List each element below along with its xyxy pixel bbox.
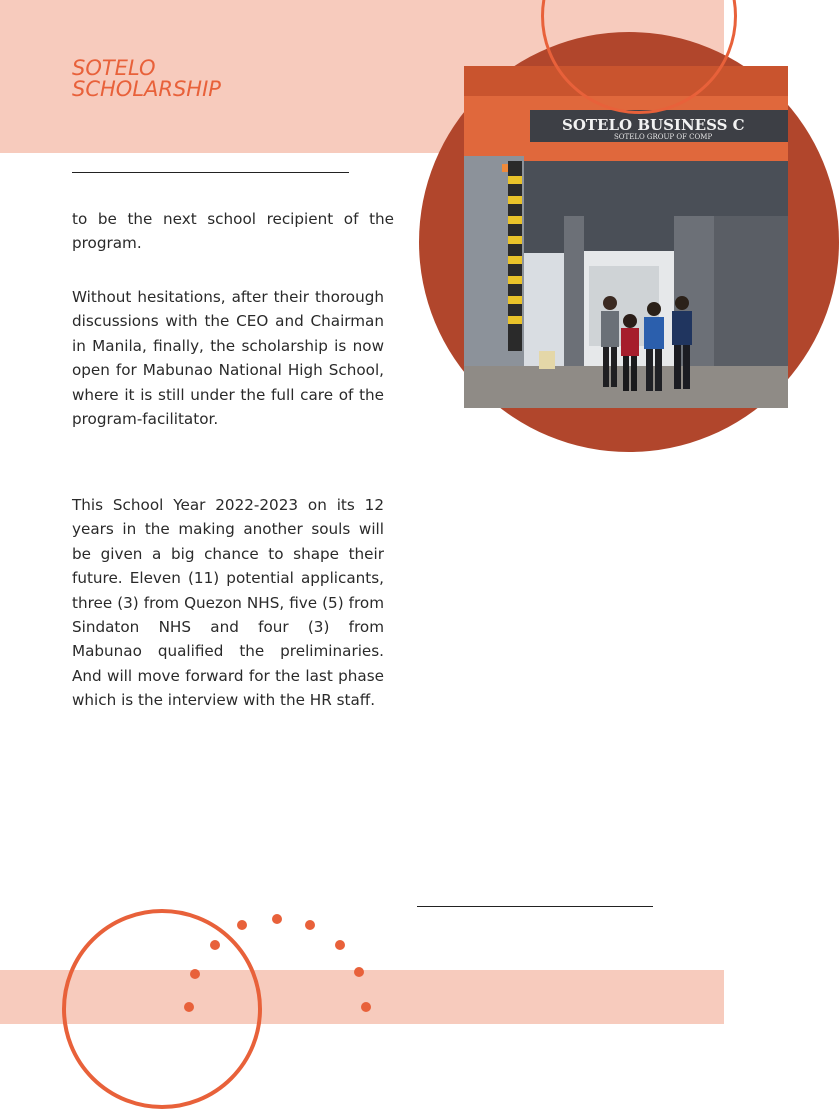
decorative-dot [361,1002,371,1012]
decorative-dot [272,914,282,924]
paragraph-announcement: Without hesitations, after their thorough discussions with the CEO and Chairman in Manila, finally, the scholarship is now open for Mabunao National High School, where it is still under the full care of the program-facilitator. [72,288,384,429]
divider-bottom [417,906,653,907]
title-line-2: SCHOLARSHIP [72,77,221,101]
decorative-circle-bottom [62,909,262,1109]
sign-subtext: SOTELO GROUP OF COMP [614,133,713,141]
paragraph-intro: to be the next school recipient of the program. [72,210,394,253]
paragraph-school-year: This School Year 2022-2023 on its 12 years in the making another souls will be given a big chance to shape their future. Eleven (11) potential applicants, three (3) from Quezon NHS, five (5) from Sindaton NHS and four (3) from Mabunao qualified the preliminaries. And will move forward for the last phase which is the interview with the HR staff. [72,496,384,710]
building-photo [464,66,788,408]
decorative-dot [305,920,315,930]
decorative-dot [190,969,200,979]
decorative-dot [354,967,364,977]
decorative-dot [335,940,345,950]
building-photo-illustration [464,66,788,408]
decorative-dot [184,1002,194,1012]
page-title [72,58,221,100]
title-line-1: SOTELO [72,56,156,80]
sign-text: SOTELO BUSINESS C [562,116,745,134]
divider-top [72,172,349,173]
decorative-dot [237,920,247,930]
decorative-dot [210,940,220,950]
